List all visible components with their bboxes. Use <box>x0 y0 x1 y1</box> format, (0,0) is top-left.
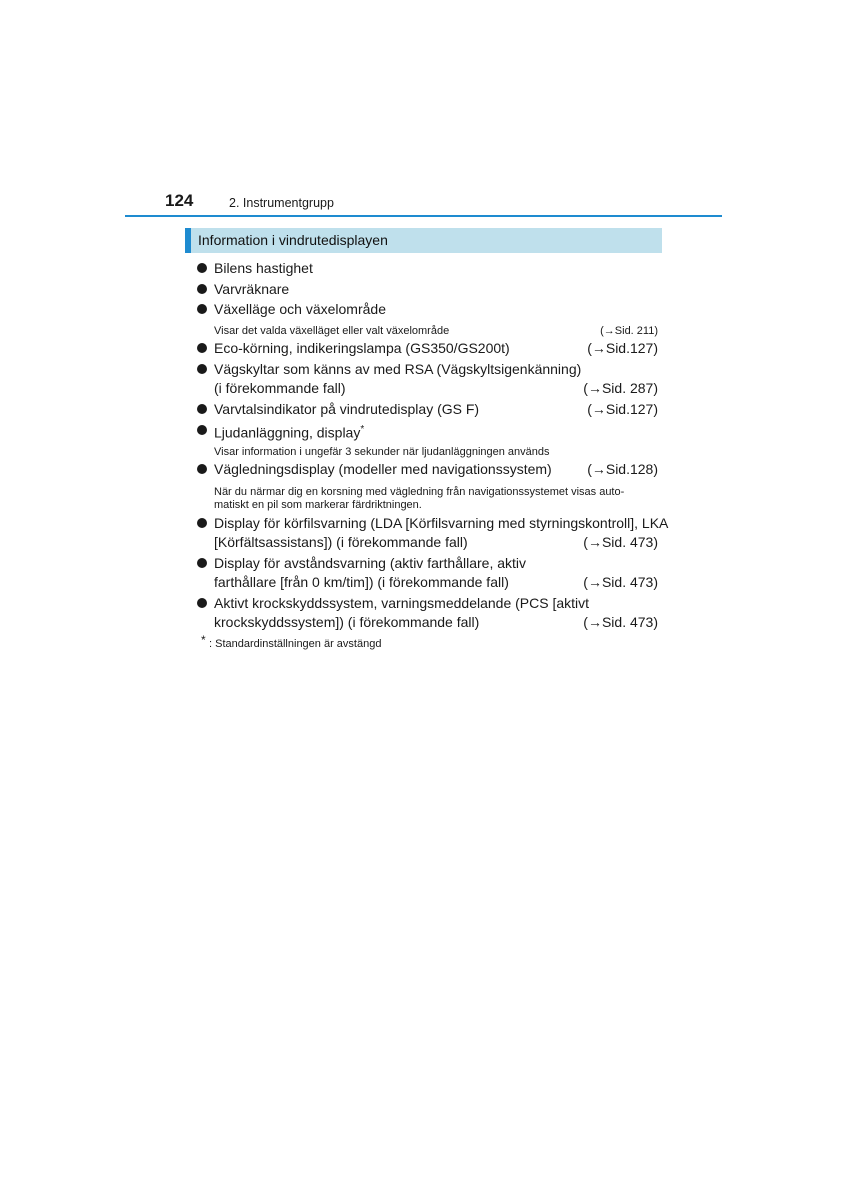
list-item: Varvtalsindikator på vindrutedisplay (GS F) <box>214 401 480 417</box>
list-item-continued: krockskyddssystem]) (i förekommande fall) <box>214 614 480 630</box>
bullet-icon <box>197 364 207 374</box>
item-note: När du närmar dig en korsning med vägledning från navigationssystemet visas auto- <box>214 486 625 498</box>
section-title: Information i vindrutedisplayen <box>198 232 388 248</box>
bullet-icon <box>197 518 207 528</box>
item-note: Visar det valda växelläget eller valt växelområde <box>214 325 450 337</box>
list-item: Display för avståndsvarning (aktiv farthållare, aktiv <box>214 555 527 571</box>
list-item <box>214 421 364 442</box>
bullet-icon <box>197 404 207 414</box>
bullet-icon <box>197 304 207 314</box>
page-reference: (→Sid.127) <box>587 401 658 417</box>
chapter-title: 2. Instrumentgrupp <box>229 196 334 210</box>
page-reference: (→Sid. 287) <box>583 380 658 396</box>
page-reference: (→Sid.128) <box>587 461 658 477</box>
page-reference: (→Sid.127) <box>587 340 658 356</box>
page-reference: (→Sid. 211) <box>600 325 658 337</box>
list-item: Vägskyltar som känns av med RSA (Vägskyltsigenkänning) <box>214 361 582 377</box>
asterisk-mark: * <box>360 424 365 435</box>
bullet-icon <box>197 425 207 435</box>
list-item: Varvräknare <box>214 281 290 297</box>
list-item: Display för körfilsvarning (LDA [Körfilsvarning med styrningskontroll], LKA <box>214 515 669 531</box>
list-item: Aktivt krockskyddssystem, varningsmeddelande (PCS [aktivt <box>214 595 590 611</box>
page-reference: (→Sid. 473) <box>583 614 658 630</box>
list-item: Eco-körning, indikeringslampa (GS350/GS200t) <box>214 340 510 356</box>
list-item: Bilens hastighet <box>214 260 313 276</box>
bullet-icon <box>197 464 207 474</box>
item-note: Visar information i ungefär 3 sekunder när ljudanläggningen används <box>214 446 550 458</box>
list-item-continued: (i förekommande fall) <box>214 380 346 396</box>
footnote: : Standardinställningen är avstängd <box>209 638 382 650</box>
list-item: Växelläge och växelområde <box>214 301 386 317</box>
bullet-icon <box>197 558 207 568</box>
page-reference: (→Sid. 473) <box>583 534 658 550</box>
footnote-asterisk: * <box>201 633 206 647</box>
list-item: Vägledningsdisplay (modeller med navigationssystem) <box>214 461 552 477</box>
section-header <box>185 228 662 253</box>
list-item-label: Ljudanläggning, display <box>214 424 361 441</box>
bullet-icon <box>197 284 207 294</box>
list-item-continued: [Körfältsassistans]) (i förekommande fall) <box>214 534 468 550</box>
page-number: 124 <box>165 191 194 210</box>
header-divider <box>125 215 722 217</box>
page-reference: (→Sid. 473) <box>583 574 658 590</box>
item-note-continued: matiskt en pil som markerar färdriktningen. <box>214 499 422 511</box>
bullet-icon <box>197 343 207 353</box>
bullet-icon <box>197 263 207 273</box>
list-item-continued: farthållare [från 0 km/tim]) (i förekommande fall) <box>214 574 509 590</box>
bullet-icon <box>197 598 207 608</box>
